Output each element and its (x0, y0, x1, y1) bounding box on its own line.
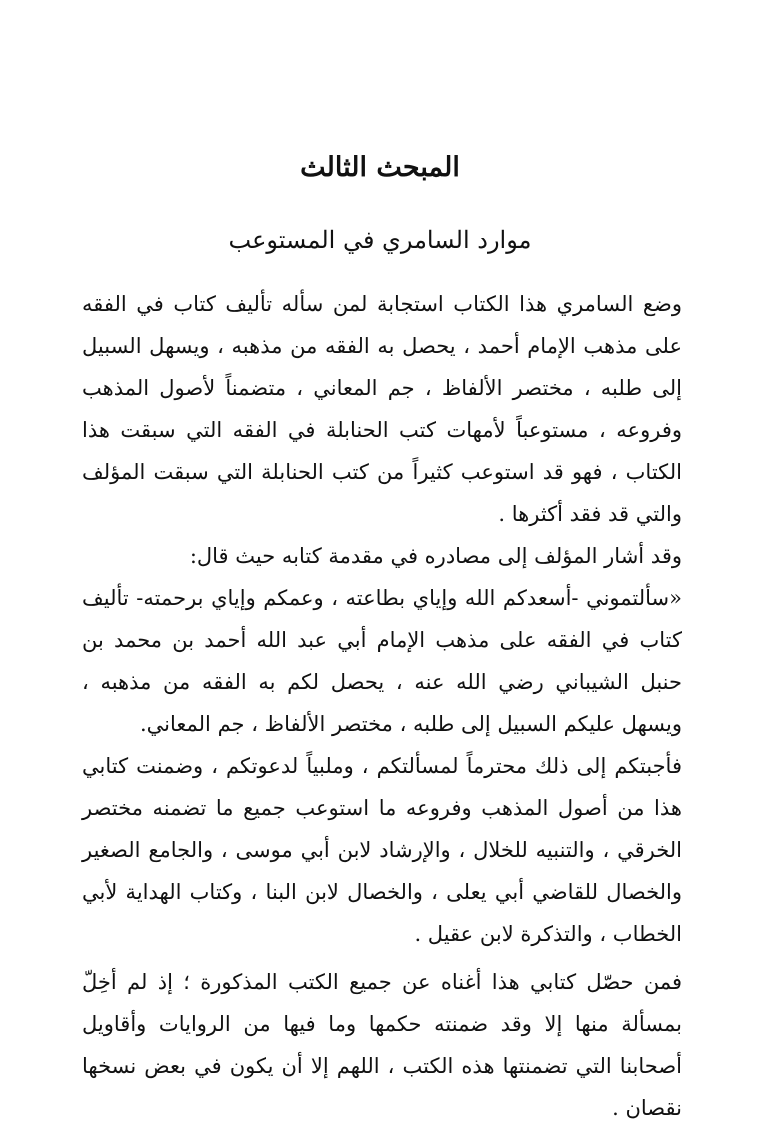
paragraph-quote-start: «سألتموني -أسعدكم الله وإياي بطاعته ، وعمكم وإياي برحمته- تأليف كتاب في الفقه على مذهب الإمام أبي عبد الله أحمد بن محمد بن حنبل الشيباني رضي الله عنه ، يحصل لكم به الفقه من مذهبه ، ويسهل عليكم السبيل إلى طلبه ، مختصر الألفاظ ، جم المعاني. (82, 586, 682, 736)
section-title: موارد السامري في المستوعب (228, 226, 532, 254)
paragraph-quote-end: فمن حصّل كتابي هذا أغناه عن جميع الكتب المذكورة ؛ إذ لم أخِلّ بمسألة منها إلا وقد ضمنته حكمها وما فيها من الروايات وأقاويل أصحابنا التي تضمنتها هذه الكتب ، اللهم إلا أن يكون في بعض نسخها نقصان . (82, 970, 682, 1120)
paragraph-quote-sources: فأجبتكم إلى ذلك محترماً لمسألتكم ، وملبياً لدعوتكم ، وضمنت كتابي هذا من أصول المذهب وفروعه ما استوعب جميع ما تضمنه مختصر الخرقي ، والتنبيه للخلال ، والإرشاد لابن أبي موسى ، والجامع الصغير والخصال للقاضي أبي يعلى ، والخصال لابن البنا ، وكتاب الهداية لأبي الخطاب ، والتذكرة لابن عقيل . (82, 754, 682, 946)
chapter-title: المبحث الثالث (300, 152, 460, 183)
paragraph-intro: وضع السامري هذا الكتاب استجابة لمن سأله تأليف كتاب في الفقه على مذهب الإمام أحمد ، يحصل به الفقه من مذهبه ، ويسهل السبيل إلى طلبه ، مختصر الألفاظ ، جم المعاني ، متضمناً لأصول المذهب وفروعه ، مستوعباً لأمهات كتب الحنابلة في الفقه التي سبقت هذا الكتاب ، فهو قد استوعب كثيراً من كتب الحنابلة التي سبقت المؤلف والتي قد فقد أكثرها . (82, 292, 683, 526)
body-text (82, 283, 682, 1129)
paragraph-author-reference: وقد أشار المؤلف إلى مصادره في مقدمة كتابه حيث قال: (189, 544, 682, 568)
